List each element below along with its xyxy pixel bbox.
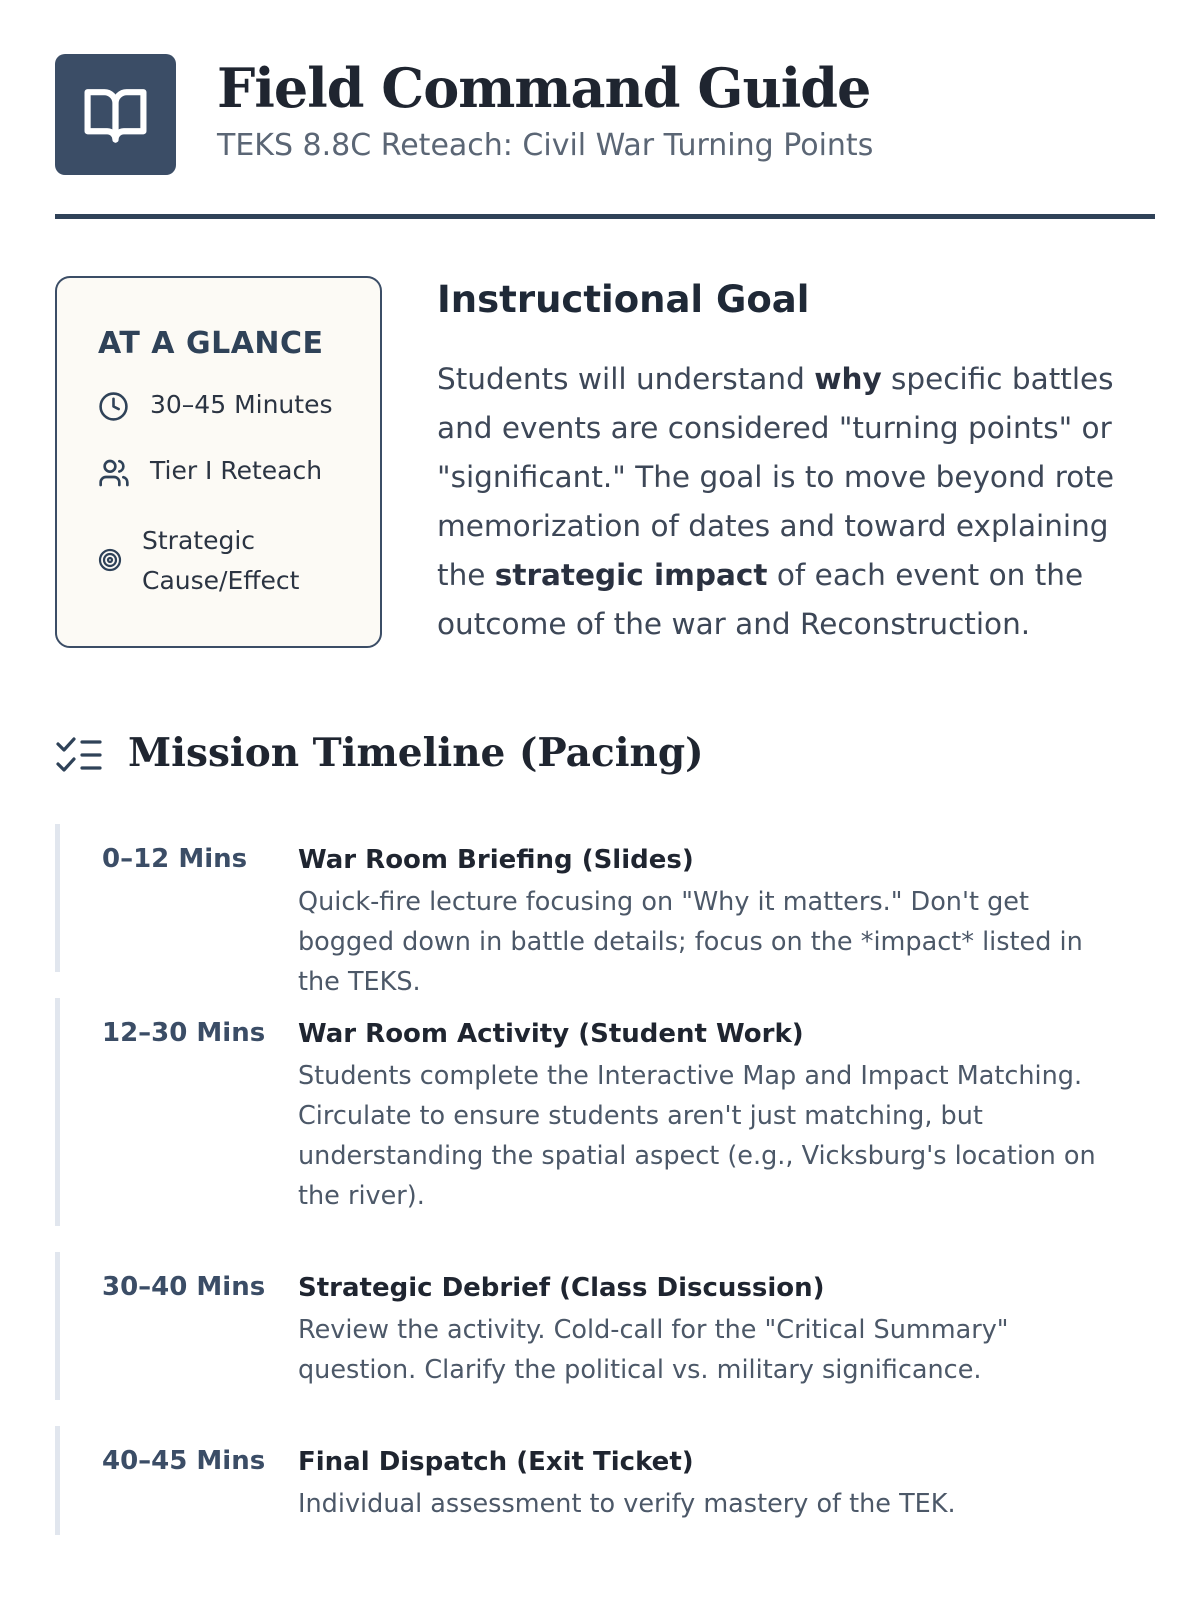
timeline-title: War Room Briefing (Slides) [298, 845, 694, 875]
glance-focus-line-1: Strategic [142, 526, 256, 555]
goal-emphasis-why: why [814, 362, 882, 396]
goal-text-part: specific battles and events are considered "turning points" or "significant." The goal is to move beyond rote memorization of dates and toward explaining the [437, 362, 1115, 592]
goal-text-part: of each event on the outcome of the war and Reconstruction. [437, 558, 1084, 641]
glance-item-tier [98, 456, 358, 492]
timeline-description: Quick-fire lecture focusing on "Why it matters." Don't get bogged down in battle details; focus on the *impact* listed in the TEKS. [298, 887, 1083, 997]
timeline-time: 40–45 Mins [102, 1446, 266, 1476]
timeline-body [298, 1272, 1118, 1390]
timeline-row [55, 998, 1155, 1226]
at-a-glance-title: AT A GLANCE [98, 326, 324, 361]
open-book-icon [82, 81, 149, 148]
timeline-time: 12–30 Mins [102, 1018, 266, 1048]
timeline-description: Students complete the Interactive Map and Impact Matching. Circulate to ensure students aren't just matching, but understanding the spatial aspect (e.g., Vicksburg's location on the river). [298, 1061, 1096, 1211]
timeline-body [298, 844, 1118, 1002]
timeline-title: Final Dispatch (Exit Ticket) [298, 1447, 694, 1477]
timeline-row [55, 1426, 1155, 1535]
page-subtitle: TEKS 8.8C Reteach: Civil War Turning Points [217, 128, 874, 163]
header-divider [55, 214, 1155, 219]
goal-emphasis-strategic-impact: strategic impact [494, 558, 768, 592]
at-a-glance-card [55, 276, 382, 648]
timeline-time: 0–12 Mins [102, 844, 248, 874]
glance-focus-line-2: Cause/Effect [142, 566, 300, 595]
timeline-description: Individual assessment to verify mastery of the TEK. [298, 1489, 956, 1519]
glance-item-focus [98, 521, 358, 605]
lesson-guide-page [55, 0, 1155, 1600]
timeline-body [298, 1018, 1118, 1216]
glance-focus-label [142, 521, 299, 601]
target-icon [98, 548, 122, 572]
timeline-time: 30–40 Mins [102, 1272, 266, 1302]
glance-duration-label: 30–45 Minutes [150, 390, 333, 419]
timeline-description: Review the activity. Cold-call for the "Critical Summary" question. Clarify the political vs. military significance. [298, 1315, 1009, 1385]
timeline-title: Strategic Debrief (Class Discussion) [298, 1273, 825, 1303]
clock-icon [98, 391, 129, 422]
logo-badge [55, 54, 176, 175]
timeline-row [55, 1252, 1155, 1400]
timeline-row [55, 824, 1155, 997]
checklist-icon [55, 734, 103, 778]
page-title: Field Command Guide [217, 56, 871, 120]
goal-heading: Instructional Goal [437, 278, 810, 321]
glance-item-duration [98, 390, 358, 426]
goal-text-part: Students will understand [437, 362, 815, 396]
timeline-title: War Room Activity (Student Work) [298, 1019, 804, 1049]
timeline-header [55, 730, 755, 784]
glance-tier-label: Tier I Reteach [150, 456, 323, 485]
page-header [55, 54, 1155, 176]
users-icon [98, 457, 130, 489]
timeline-heading: Mission Timeline (Pacing) [128, 730, 704, 776]
goal-paragraph [437, 355, 1157, 649]
timeline-body [298, 1446, 1118, 1524]
